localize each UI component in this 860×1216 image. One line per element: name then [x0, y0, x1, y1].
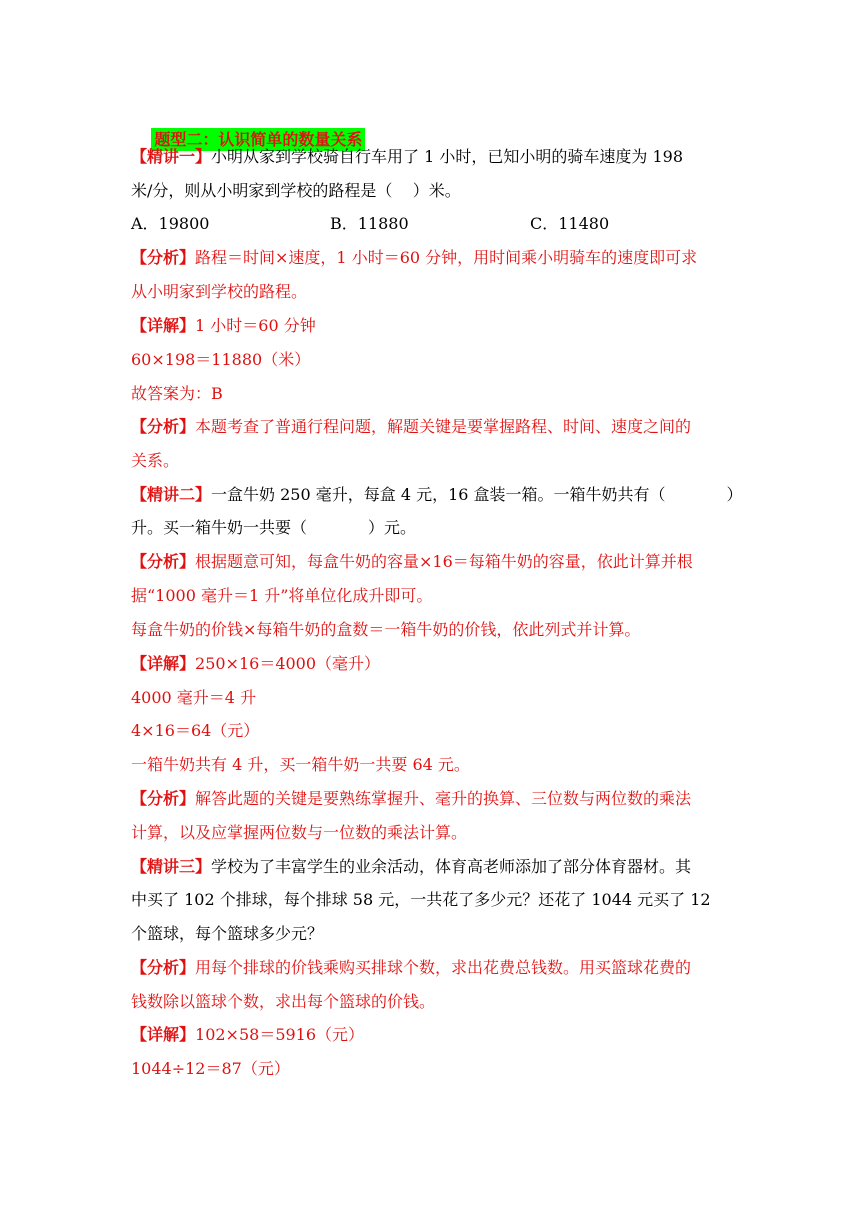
ex2-analysis-line3: 每盒牛奶的价钱×每箱牛奶的盒数＝一箱牛奶的价钱，依此列式并计算。: [131, 620, 641, 639]
ex1-question-line1: 【精讲一】小明从家到学校骑自行车用了 1 小时，已知小明的骑车速度为 198: [131, 147, 683, 166]
ex3-detail-line2: 1044÷12＝87（元）: [131, 1059, 290, 1078]
ex1-option-a: A．19800: [131, 214, 210, 233]
ex1-detail-line2: 60×198＝11880（米）: [131, 350, 311, 369]
ex2-detail-line3: 4×16＝64（元）: [131, 721, 260, 740]
ex1-option-c: C．11480: [530, 214, 610, 233]
ex2-question-line2: 升。买一箱牛奶一共要（ ）元。: [131, 518, 417, 537]
ex3-detail-line1: 【详解】102×58＝5916（元）: [131, 1025, 365, 1044]
ex1-tag: 【精讲一】: [131, 147, 212, 166]
ex1-answer: 故答案为：B: [131, 384, 223, 403]
ex1-analysis-line1: 【分析】路程＝时间×速度，1 小时＝60 分钟，用时间乘小明骑车的速度即可求: [131, 248, 698, 267]
ex3-tag: 【精讲三】: [131, 857, 212, 876]
ex2-analysis-line1: 【分析】根据题意可知，每盒牛奶的容量×16＝每箱牛奶的容量，依此计算并根: [131, 552, 693, 571]
ex2-question-line1: 【精讲二】一盒牛奶 250 毫升，每盒 4 元，16 盒装一箱。一箱牛奶共有（ ）: [131, 485, 743, 504]
ex2-summary-line1: 【分析】解答此题的关键是要熟练掌握升、毫升的换算、三位数与两位数的乘法: [131, 789, 692, 808]
section-title: 题型二：认识简单的数量关系: [131, 110, 365, 170]
ex1-detail-line1: 【详解】1 小时＝60 分钟: [131, 316, 316, 335]
ex2-detail-line1: 【详解】250×16＝4000（毫升）: [131, 654, 381, 673]
ex2-analysis-line2: 据“1000 毫升＝1 升”将单位化成升即可。: [131, 586, 433, 605]
ex3-analysis-line2: 钱数除以篮球个数，求出每个篮球的价钱。: [131, 992, 436, 1011]
ex3-question-line3: 个篮球，每个篮球多少元？: [131, 924, 324, 943]
ex3-question-line2: 中买了 102 个排球，每个排球 58 元，一共花了多少元？还花了 1044 元买了 12: [131, 890, 711, 909]
ex1-analysis-line2: 从小明家到学校的路程。: [131, 282, 308, 301]
ex1-summary-line1: 【分析】本题考查了普通行程问题，解题关键是要掌握路程、时间、速度之间的: [131, 417, 692, 436]
ex1-question-line2: 米/分，则从小明家到学校的路程是（ ）米。: [131, 181, 461, 200]
ex3-analysis-line1: 【分析】用每个排球的价钱乘购买排球个数，求出花费总钱数。用买篮球花费的: [131, 958, 692, 977]
ex2-summary-line2: 计算，以及应掌握两位数与一位数的乘法计算。: [131, 823, 468, 842]
ex2-detail-line2: 4000 毫升＝4 升: [131, 688, 257, 707]
ex1-summary-line2: 关系。: [131, 451, 180, 470]
ex1-option-b: B．11880: [330, 214, 409, 233]
ex2-tag: 【精讲二】: [131, 485, 212, 504]
ex3-question-line1: 【精讲三】学校为了丰富学生的业余活动，体育高老师添加了部分体育器材。其: [131, 857, 692, 876]
ex2-detail-line4: 一箱牛奶共有 4 升，买一箱牛奶一共要 64 元。: [131, 755, 470, 774]
